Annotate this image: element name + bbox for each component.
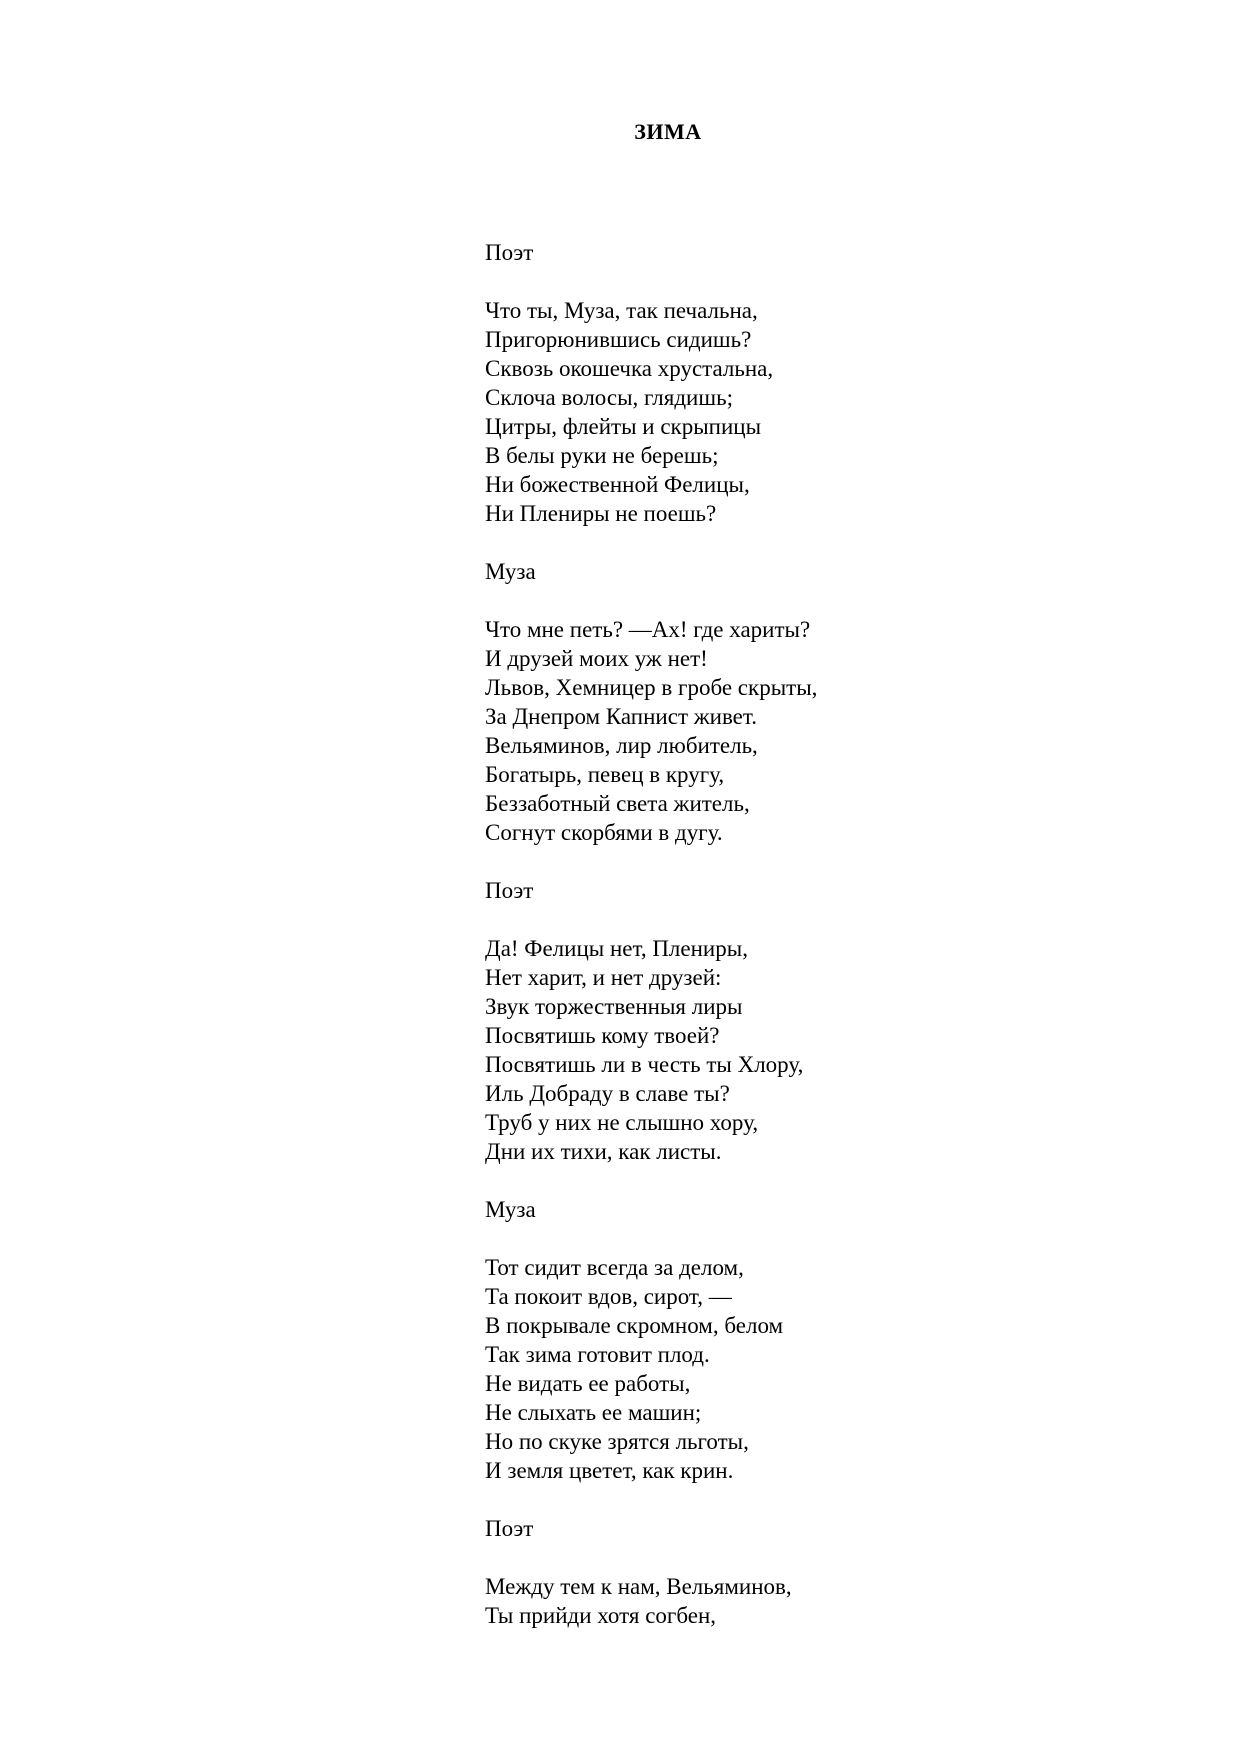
poem-line: Богатырь, певец в кругу, <box>485 762 725 787</box>
poem-line: И земля цветет, как крин. <box>485 1458 734 1483</box>
poem-line: Труб у них не слышно хору, <box>485 1110 759 1135</box>
poem-line: Посвятишь кому твоей? <box>485 1023 720 1048</box>
poem-line: Не слыхать ее машин; <box>485 1400 702 1425</box>
stanza <box>485 296 1185 528</box>
poem-line: Львов, Хемницер в гробе скрыты, <box>485 675 818 700</box>
poem-line: Что мне петь? —Ах! где хариты? <box>485 617 811 642</box>
poem-line: За Днепром Капнист живет. <box>485 704 757 729</box>
speaker-label: Муза <box>485 559 536 584</box>
poem-line: И друзей моих уж нет! <box>485 646 708 671</box>
poem-line: Звук торжественныя лиры <box>485 994 743 1019</box>
speaker-label: Поэт <box>485 1516 534 1541</box>
speaker-block <box>485 876 1185 905</box>
poem-line: Что ты, Муза, так печальна, <box>485 298 758 323</box>
poem-title: ЗИМА <box>634 119 702 144</box>
poem-line: Посвятишь ли в честь ты Хлору, <box>485 1052 804 1077</box>
poem-line: Нет харит, и нет друзей: <box>485 965 722 990</box>
speaker-block <box>485 557 1185 586</box>
poem-line: Ни Плениры не поешь? <box>485 501 717 526</box>
poem-line: Но по скуке зрятся льготы, <box>485 1429 749 1454</box>
stanza <box>485 934 1185 1166</box>
stanza <box>485 1572 1185 1630</box>
speaker-block <box>485 238 1185 267</box>
poem-line: Вельяминов, лир любитель, <box>485 733 758 758</box>
stanza <box>485 615 1185 847</box>
poem-line: Иль Добраду в славе ты? <box>485 1081 730 1106</box>
poem-line: Тот сидит всегда за делом, <box>485 1255 744 1280</box>
poem-line: Пригорюнившись сидишь? <box>485 327 752 352</box>
poem-line: Дни их тихи, как листы. <box>485 1139 722 1164</box>
poem-line: Так зима готовит плод. <box>485 1342 710 1367</box>
speaker-block <box>485 1195 1185 1224</box>
poem-line: Сквозь окошечка хрустальна, <box>485 356 774 381</box>
speaker-label: Поэт <box>485 878 534 903</box>
poem-line: Беззаботный света житель, <box>485 791 750 816</box>
poem-line: Ты прийди хотя согбен, <box>485 1603 716 1628</box>
poem-line: В покрывале скромном, белом <box>485 1313 784 1338</box>
stanza <box>485 1253 1185 1485</box>
poem-line: Цитры, флейты и скрыпицы <box>485 414 762 439</box>
poem-body <box>485 238 1185 1659</box>
poem-line: Склоча волосы, глядишь; <box>485 385 733 410</box>
poem-line: Согнут скорбями в дугу. <box>485 820 723 845</box>
poem-line: Между тем к нам, Вельяминов, <box>485 1574 792 1599</box>
speaker-label: Муза <box>485 1197 536 1222</box>
poem-line: В белы руки не берешь; <box>485 443 719 468</box>
poem-line: Та покоит вдов, сирот, — <box>485 1284 732 1309</box>
poem-line: Ни божественной Фелицы, <box>485 472 750 497</box>
poem-line: Не видать ее работы, <box>485 1371 691 1396</box>
speaker-label: Поэт <box>485 240 534 265</box>
speaker-block <box>485 1514 1185 1543</box>
poem-line: Да! Фелицы нет, Плениры, <box>485 936 748 961</box>
